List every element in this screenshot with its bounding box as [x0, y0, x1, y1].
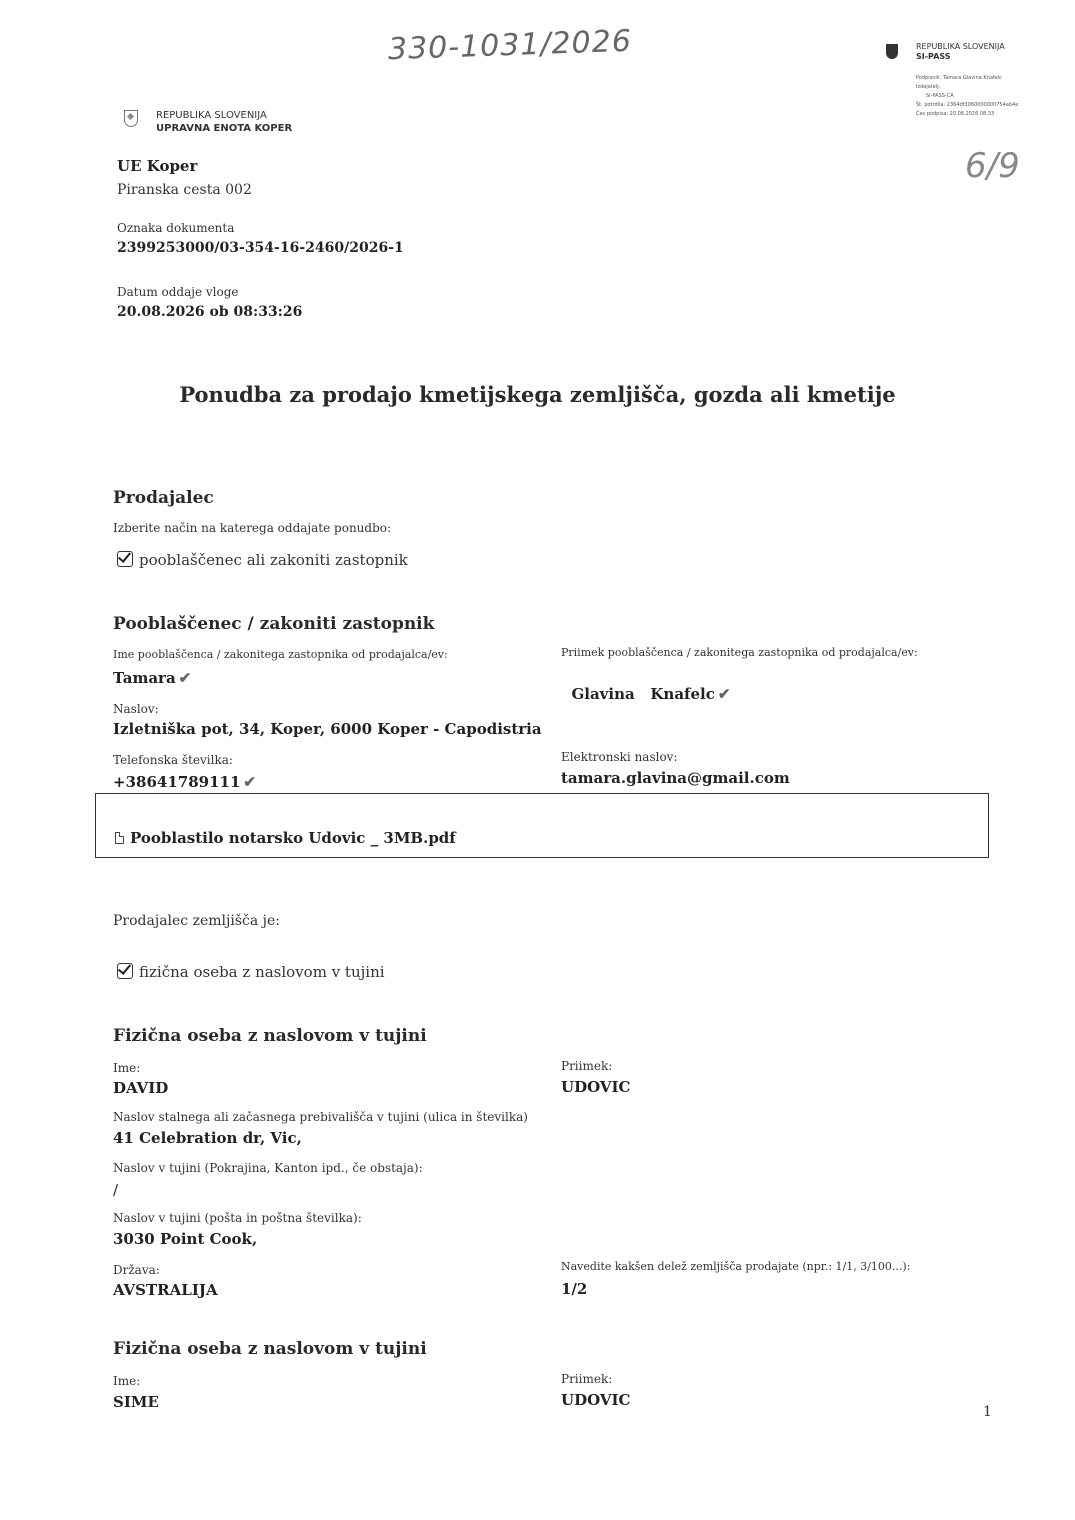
checkmark-icon: ✔	[178, 669, 192, 687]
checkmark-icon: ✔	[717, 685, 731, 703]
handwritten-file-number: 330-1031/2026	[387, 23, 633, 68]
method-label: Izberite način na katerega oddajate ponudbo:	[113, 521, 392, 535]
rep-email: tamara.glavina@gmail.com	[561, 769, 790, 787]
coat-of-arms-icon	[886, 44, 898, 59]
checkmark-icon: ✔	[243, 773, 256, 791]
method-value: pooblaščenec ali zakoniti zastopnik	[139, 551, 408, 569]
person-first-name-label: Ime:	[113, 1061, 141, 1075]
person-share-label: Navedite kakšen delež zemljišča prodajate (npr.: 1/1, 3/100...):	[561, 1260, 911, 1273]
rep-first-name	[113, 669, 191, 687]
rep-first-name-label: Ime pooblaščenca / zakonitega zastopnika od prodajalca/ev:	[113, 648, 448, 661]
person-last-name: UDOVIC	[561, 1078, 631, 1096]
person-first-name: DAVID	[113, 1079, 169, 1097]
person-country-label: Država:	[113, 1263, 160, 1277]
person-last-name-label: Priimek:	[561, 1059, 613, 1073]
submission-date: 20.08.2026 ob 08:33:26	[117, 304, 303, 320]
person-post: 3030 Point Cook,	[113, 1230, 258, 1248]
rep-first-name-value: Tamara	[113, 669, 176, 687]
page-number: 1	[983, 1404, 992, 1420]
seller-type-label: Prodajalec zemljišča je:	[113, 913, 280, 929]
doc-id-label: Oznaka dokumenta	[117, 221, 235, 235]
representative-heading: Pooblaščenec / zakoniti zastopnik	[113, 614, 435, 634]
doc-id: 2399253000/03-354-16-2460/2026-1	[117, 240, 404, 256]
stamp-detail: SI-PASS-CA	[926, 93, 954, 99]
office-name: UE Koper	[117, 157, 198, 175]
person-region: /	[113, 1181, 119, 1199]
person-street-label: Naslov stalnega ali začasnega prebivališča v tujini (ulica in številka)	[113, 1110, 528, 1124]
person-heading: Fizična oseba z naslovom v tujini	[113, 1026, 427, 1046]
rep-email-label: Elektronski naslov:	[561, 750, 678, 764]
coat-of-arms-icon	[124, 110, 138, 127]
person-street: 41 Celebration dr, Vic,	[113, 1129, 302, 1147]
rep-phone	[113, 773, 256, 791]
stamp-detail: Izdajatelj:	[916, 84, 941, 90]
page-title: Ponudba za prodajo kmetijskega zemljišča, gozda ali kmetije	[179, 382, 896, 407]
person-share: 1/2	[561, 1280, 588, 1298]
rep-phone-value: +38641789111	[113, 773, 241, 791]
stamp-republic: REPUBLIKA SLOVENIJA	[916, 42, 1005, 51]
rep-address-label: Naslov:	[113, 702, 159, 716]
stamp-detail: Podpisnik: Tamara Glavina Knafelc	[916, 75, 1002, 81]
person-post-label: Naslov v tujini (pošta in poštna številka):	[113, 1211, 362, 1225]
person-first-name-label: Ime:	[113, 1374, 141, 1388]
handwritten-page-mark: 6/9	[965, 146, 1020, 186]
attachment-link[interactable]	[115, 829, 456, 847]
stamp-sipass: SI-PASS	[916, 52, 951, 61]
stamp-detail: Čas podpisa: 20.08.2026 08:33	[916, 111, 995, 117]
method-option	[117, 551, 408, 569]
attachment-box	[95, 793, 989, 858]
agency-republic: REPUBLIKA SLOVENIJA	[156, 110, 267, 121]
stamp-detail: Št. potrdila: 2364df3060000000754ab4e	[916, 102, 1019, 108]
rep-last-name-value: Glavina Knafelc	[571, 685, 715, 703]
agency-unit: UPRAVNA ENOTA KOPER	[156, 123, 293, 134]
rep-last-name	[561, 667, 730, 703]
seller-type-option	[117, 963, 385, 981]
rep-address: Izletniška pot, 34, Koper, 6000 Koper - Capodistria	[113, 720, 542, 738]
person-first-name: SIME	[113, 1393, 159, 1411]
date-label: Datum oddaje vloge	[117, 285, 239, 299]
rep-last-name-label: Priimek pooblaščenca / zakonitega zastopnika od prodajalca/ev:	[561, 646, 918, 659]
person-region-label: Naslov v tujini (Pokrajina, Kanton ipd., če obstaja):	[113, 1161, 423, 1175]
seller-heading: Prodajalec	[113, 488, 214, 508]
rep-phone-label: Telefonska številka:	[113, 753, 233, 767]
person-country: AVSTRALIJA	[113, 1281, 218, 1299]
attachment-filename: Pooblastilo notarsko Udovic _ 3MB.pdf	[130, 829, 456, 847]
person-heading: Fizična oseba z naslovom v tujini	[113, 1339, 427, 1359]
seller-type-value: fizična oseba z naslovom v tujini	[139, 963, 385, 981]
document-icon	[115, 832, 124, 844]
office-address: Piranska cesta 002	[117, 182, 252, 198]
person-last-name-label: Priimek:	[561, 1372, 613, 1386]
checked-box-icon	[117, 963, 133, 979]
person-last-name: UDOVIC	[561, 1391, 631, 1409]
checked-box-icon	[117, 551, 133, 567]
